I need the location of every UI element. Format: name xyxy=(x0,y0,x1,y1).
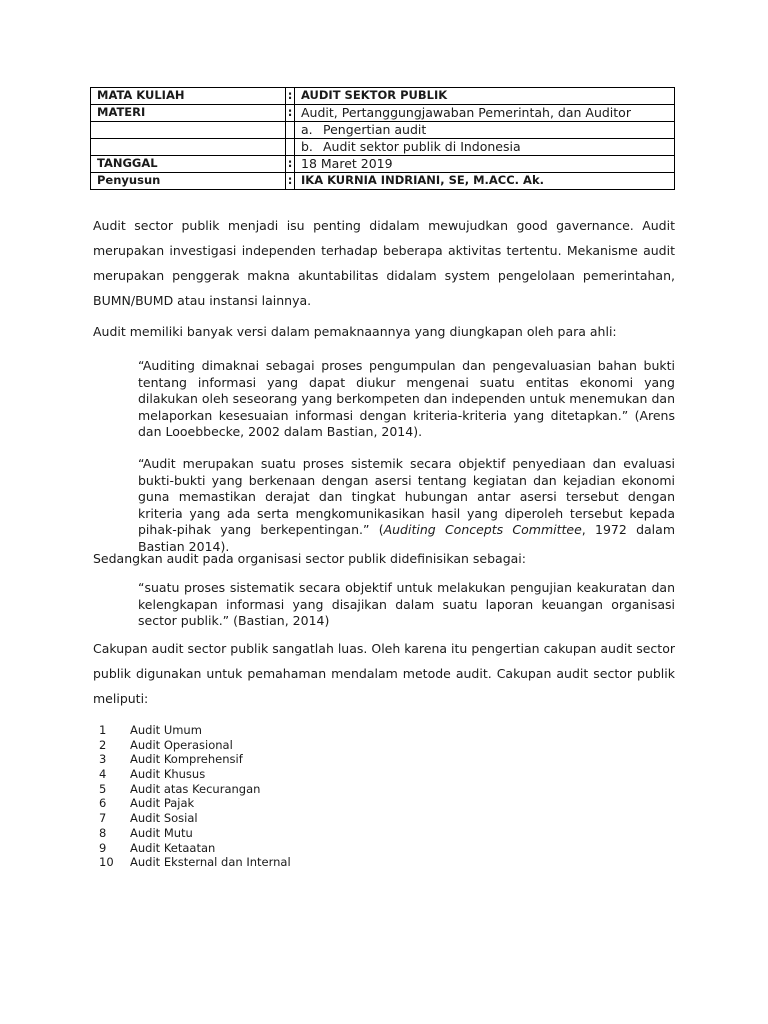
list-item xyxy=(99,855,291,870)
quote-arens: “Auditing dimaknai sebagai proses pengumpulan dan pengevaluasian bahan bukti tentang informasi yang dapat diukur mengenai suatu entitas ekonomi yang dilakukan oleh seseorang yang berkompeten dan independen untuk menemukan dan melaporkan kesesuaian informasi dengan kriteria-kriteria yang ditetapkan.” (Arens dan Looebbecke, 2002 dalam Bastian, 2014). xyxy=(138,358,675,439)
course-label: MATA KULIAH xyxy=(91,88,286,105)
definitions-intro-paragraph: Audit memiliki banyak versi dalam pemaknaannya yang diungkapan oleh para ahli: xyxy=(93,324,617,339)
date-label: TANGGAL xyxy=(91,156,286,173)
list-label: Audit Komprehensif xyxy=(130,752,243,767)
separator: : xyxy=(286,88,295,105)
separator: : xyxy=(286,105,295,122)
list-label: Audit Mutu xyxy=(130,825,193,840)
date-value: 18 Maret 2019 xyxy=(295,156,675,173)
list-item xyxy=(99,723,291,738)
scope-paragraph: Cakupan audit sector publik sangatlah luas. Oleh karena itu pengertian cakupan audit sector publik digunakan untuk pemahaman mendalam metode audit. Cakupan audit sector publik meliputi: xyxy=(93,641,675,706)
separator: : xyxy=(286,173,295,190)
intro-paragraph: Audit sector publik menjadi isu penting didalam mewujudkan good gavernance. Audit merupakan investigasi independen terhadap beberapa aktivitas tertentu. Mekanisme audit merupakan penggerak makna akuntabilitas didalam system pengelolaan pemerintahan, BUMN/BUMD atau instansi lainnya. xyxy=(93,218,675,308)
list-item xyxy=(99,796,291,811)
list-number: 8 xyxy=(99,825,107,840)
table-row xyxy=(91,173,675,190)
list-label: Audit Pajak xyxy=(130,796,195,811)
quote-bastian: “suatu proses sistematik secara objektif untuk melakukan pengujian keakuratan dan kelengkapan informasi yang disajikan dalam suatu laporan keuangan organisasi sector publik.” (Bastian, 2014) xyxy=(138,580,675,628)
list-number: 3 xyxy=(99,752,107,767)
list-item xyxy=(99,752,291,767)
material-value: Audit, Pertanggungjawaban Pemerintah, dan Auditor xyxy=(295,105,675,122)
material-subitem xyxy=(295,139,675,156)
list-item xyxy=(99,841,291,856)
list-number: 10 xyxy=(99,855,114,870)
list-number: 6 xyxy=(99,796,107,811)
audit-scope-list xyxy=(99,723,291,870)
public-sector-definition-paragraph: Sedangkan audit pada organisasi sector publik didefinisikan sebagai: xyxy=(93,551,526,566)
list-label: Audit Eksternal dan Internal xyxy=(130,855,291,870)
quote-source-italic: Auditing Concepts Committee xyxy=(383,522,582,537)
author-label: Penyusun xyxy=(91,173,286,190)
list-item xyxy=(99,826,291,841)
list-number: 7 xyxy=(99,811,107,826)
list-number: 5 xyxy=(99,781,107,796)
list-label: Audit Sosial xyxy=(130,811,198,826)
list-item xyxy=(99,738,291,753)
table-row xyxy=(91,88,675,105)
table-row xyxy=(91,139,675,156)
table-row xyxy=(91,156,675,173)
table-row xyxy=(91,105,675,122)
course-value: AUDIT SEKTOR PUBLIK xyxy=(295,88,675,105)
list-label: Audit atas Kecurangan xyxy=(130,781,261,796)
course-info-table xyxy=(90,87,675,190)
quote-citation: , 1972 dalam Bastian 2014). xyxy=(138,522,675,554)
list-label: Audit Operasional xyxy=(130,737,233,752)
list-number: 2 xyxy=(99,737,107,752)
list-label: Audit Umum xyxy=(130,723,202,737)
list-label: Audit Khusus xyxy=(130,767,206,782)
list-number: 9 xyxy=(99,840,107,855)
list-item xyxy=(99,811,291,826)
subitem-number: a. xyxy=(301,122,313,137)
quote-text: “Audit merupakan suatu proses sistemik secara objektif penyediaan dan evaluasi bukti-bukti yang berkenaan dengan asersi tentang kegiatan dan kejadian ekonomi guna memastikan derajat dan tingkat hubungan antar asersi tersebut dengan kriteria yang ada serta mengkomunikasikan hasil yang diperoleh tersebut kepada pihak-pihak yang berkepentingan.” ( xyxy=(138,456,675,537)
subitem-label: Pengertian audit xyxy=(323,122,427,137)
material-label: MATERI xyxy=(91,105,286,122)
table-row xyxy=(91,122,675,139)
list-item xyxy=(99,782,291,797)
list-label: Audit Ketaatan xyxy=(130,840,216,855)
material-subitem xyxy=(295,122,675,139)
author-value: IKA KURNIA INDRIANI, SE, M.ACC. Ak. xyxy=(295,173,675,190)
list-number: 4 xyxy=(99,767,107,782)
subitem-number: b. xyxy=(301,139,313,154)
separator: : xyxy=(286,156,295,173)
list-item xyxy=(99,767,291,782)
list-number: 1 xyxy=(99,723,107,737)
quote-committee xyxy=(138,456,675,555)
subitem-label: Audit sektor publik di Indonesia xyxy=(323,139,521,154)
